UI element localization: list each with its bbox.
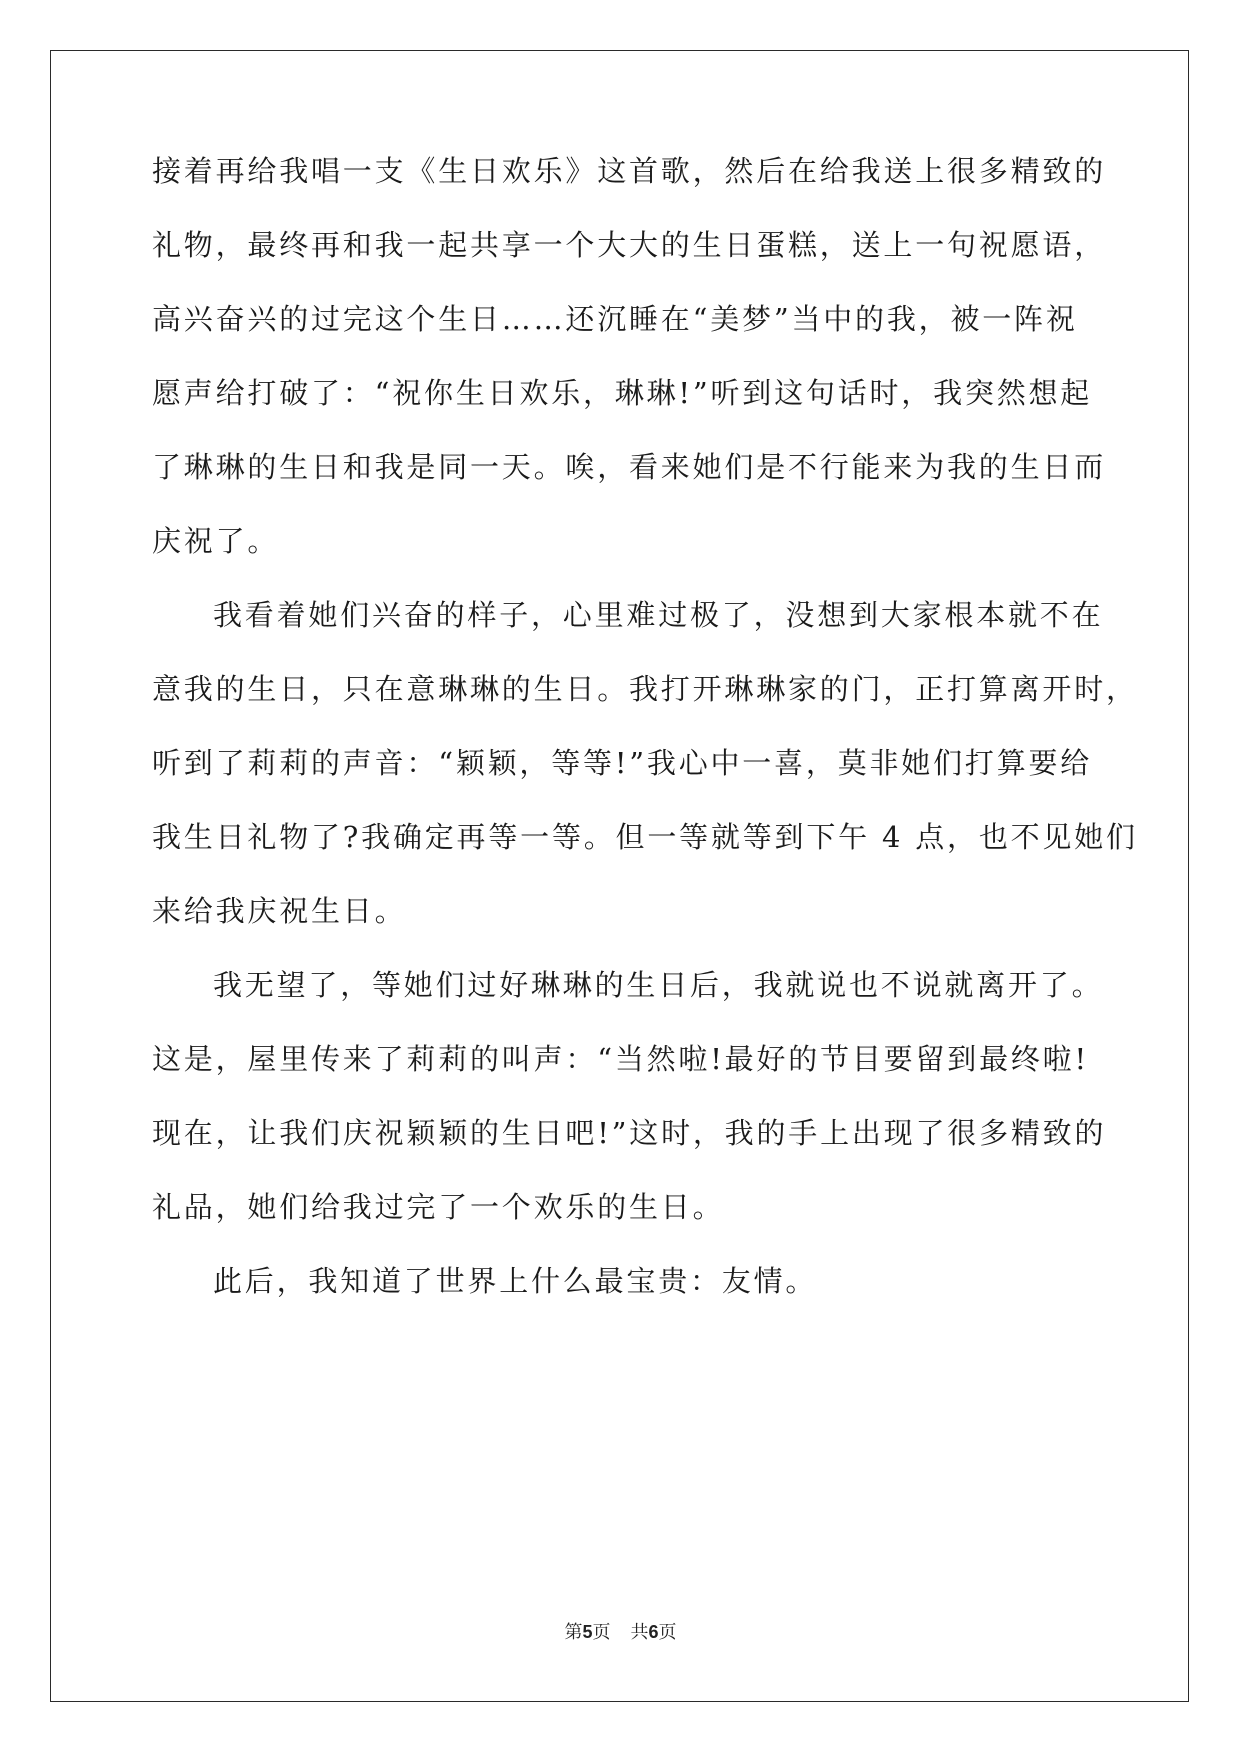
paragraph-first-line: 我看着她们兴奋的样子，心里难过极了，没想到大家根本就不在 <box>213 598 1104 632</box>
text-line: 听到了莉莉的声音：“颖颖，等等!”我心中一喜，莫非她们打算要给 <box>152 746 1093 780</box>
text-line: 接着再给我唱一支《生日欢乐》这首歌，然后在给我送上很多精致的 <box>152 154 1107 188</box>
paragraph-first-line: 此后，我知道了世界上什么最宝贵：友情。 <box>213 1264 818 1298</box>
paragraph-first-line: 我无望了，等她们过好琳琳的生日后，我就说也不说就离开了。 <box>213 968 1104 1002</box>
total-page-number: 6 <box>648 1622 659 1642</box>
text-line: 礼品，她们给我过完了一个欢乐的生日。 <box>152 1190 725 1224</box>
text-line: 这是，屋里传来了莉莉的叫声：“当然啦!最好的节目要留到最终啦! <box>152 1042 1089 1076</box>
text-line: 愿声给打破了：“祝你生日欢乐，琳琳!”听到这句话时，我突然想起 <box>152 376 1093 410</box>
page-border <box>50 50 1189 1702</box>
text-line: 我生日礼物了?我确定再等一等。但一等就等到下午 4 点，也不见她们 <box>152 820 1138 854</box>
text-line: 现在，让我们庆祝颖颖的生日吧!”这时，我的手上出现了很多精致的 <box>152 1116 1107 1150</box>
text-line: 了琳琳的生日和我是同一天。唉，看来她们是不行能来为我的生日而 <box>152 450 1107 484</box>
text-line: 礼物，最终再和我一起共享一个大大的生日蛋糕，送上一句祝愿语， <box>152 228 1107 262</box>
text-line: 庆祝了。 <box>152 524 280 558</box>
current-page-number: 5 <box>582 1622 593 1642</box>
page-footer <box>0 1618 1241 1644</box>
total-pages-label: 共6页 <box>630 1622 677 1643</box>
text-line: 来给我庆祝生日。 <box>152 894 407 928</box>
page-number-label: 第5页 <box>564 1622 611 1643</box>
text-line: 高兴奋兴的过完这个生日……还沉睡在“美梦”当中的我，被一阵祝 <box>152 302 1078 336</box>
text-line: 意我的生日，只在意琳琳的生日。我打开琳琳家的门，正打算离开时， <box>152 672 1138 706</box>
